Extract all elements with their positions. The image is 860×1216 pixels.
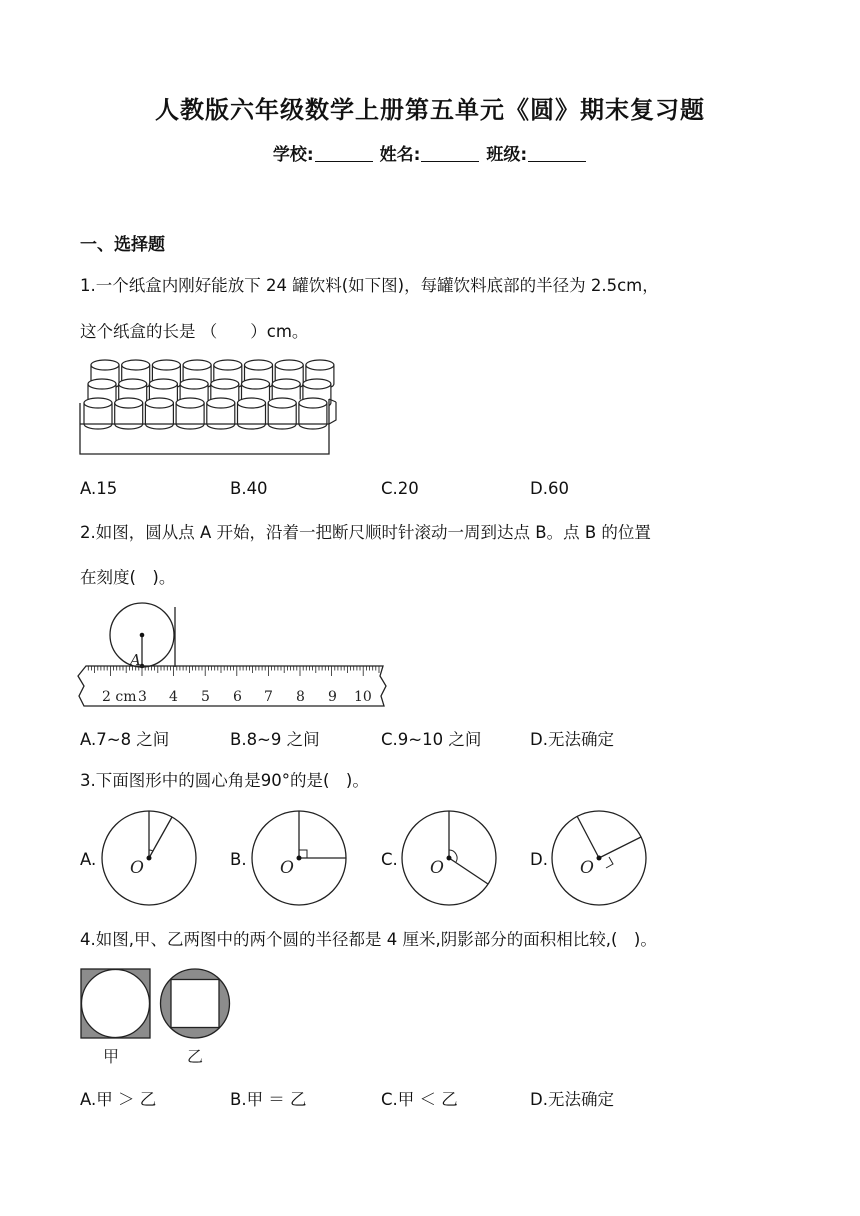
- section-heading: 一、选择题: [80, 235, 165, 255]
- q4-option-c[interactable]: C.甲 ＜ 乙: [381, 1090, 458, 1109]
- figure-yi: [161, 969, 230, 1066]
- q2-line1: 2.如图，圆从点 A 开始，沿着一把断尺顺时针滚动一周到达点 B。点 B 的位置: [80, 523, 651, 542]
- q1-line1: 1.一个纸盒内刚好能放下 24 罐饮料(如下图)，每罐饮料底部的半径为 2.5cm，: [80, 276, 659, 295]
- ruler-label-6: 6: [233, 689, 242, 705]
- school-label: 学校:: [272, 145, 314, 165]
- q1-option-d[interactable]: D.60: [530, 479, 569, 498]
- q1-option-a[interactable]: A.15: [80, 479, 118, 498]
- ruler-label-3: 3: [138, 689, 147, 705]
- q2-option-b[interactable]: B.8~9 之间: [230, 730, 320, 749]
- svg-text:甲: 甲: [103, 1047, 120, 1066]
- q1-option-c[interactable]: C.20: [381, 479, 419, 498]
- svg-text:O: O: [130, 858, 144, 878]
- point-a-label: A: [130, 651, 141, 669]
- q2-option-a[interactable]: A.7~8 之间: [80, 730, 170, 749]
- name-label: 姓名:: [379, 145, 421, 165]
- svg-text:乙: 乙: [187, 1047, 204, 1066]
- ruler-label-9: 9: [328, 689, 337, 705]
- svg-text:O: O: [430, 858, 444, 878]
- q4-line1: 4.如图,甲、乙两图中的两个圆的半径都是 4 厘米,阴影部分的面积相比较,( )。: [80, 930, 657, 949]
- figure-jia: [81, 969, 150, 1066]
- q1-option-b[interactable]: B.40: [230, 479, 268, 498]
- q4-option-b[interactable]: B.甲 ＝ 乙: [230, 1090, 307, 1109]
- ruler-label-7: 7: [264, 689, 273, 705]
- svg-text:O: O: [280, 858, 294, 878]
- page-title: 人教版六年级数学上册第五单元《圆》期末复习题: [155, 96, 705, 124]
- q3-option-d[interactable]: D.: [530, 850, 548, 869]
- q2-option-d[interactable]: D.无法确定: [530, 730, 614, 749]
- q3-line1: 3.下面图形中的圆心角是90°的是( )。: [80, 771, 369, 790]
- q3-option-b[interactable]: B.: [230, 850, 247, 869]
- q1-line2: 这个纸盒的长是 （ ）cm。: [80, 322, 309, 341]
- ruler-label-8: 8: [296, 689, 305, 705]
- q3-option-c[interactable]: C.: [381, 850, 398, 869]
- q2-option-c[interactable]: C.9~10 之间: [381, 730, 482, 749]
- ruler-label-4: 4: [169, 689, 178, 705]
- q2-line2: 在刻度( )。: [80, 568, 176, 587]
- ruler-label-10: 10: [354, 689, 372, 705]
- svg-text:O: O: [580, 858, 594, 878]
- q4-option-a[interactable]: A.甲 ＞ 乙: [80, 1090, 157, 1109]
- class-label: 班级:: [486, 145, 528, 165]
- ruler-label-5: 5: [201, 689, 210, 705]
- ruler-label-2cm: 2 cm: [102, 689, 137, 705]
- q4-option-d[interactable]: D.无法确定: [530, 1090, 614, 1109]
- q3-option-a[interactable]: A.: [80, 850, 97, 869]
